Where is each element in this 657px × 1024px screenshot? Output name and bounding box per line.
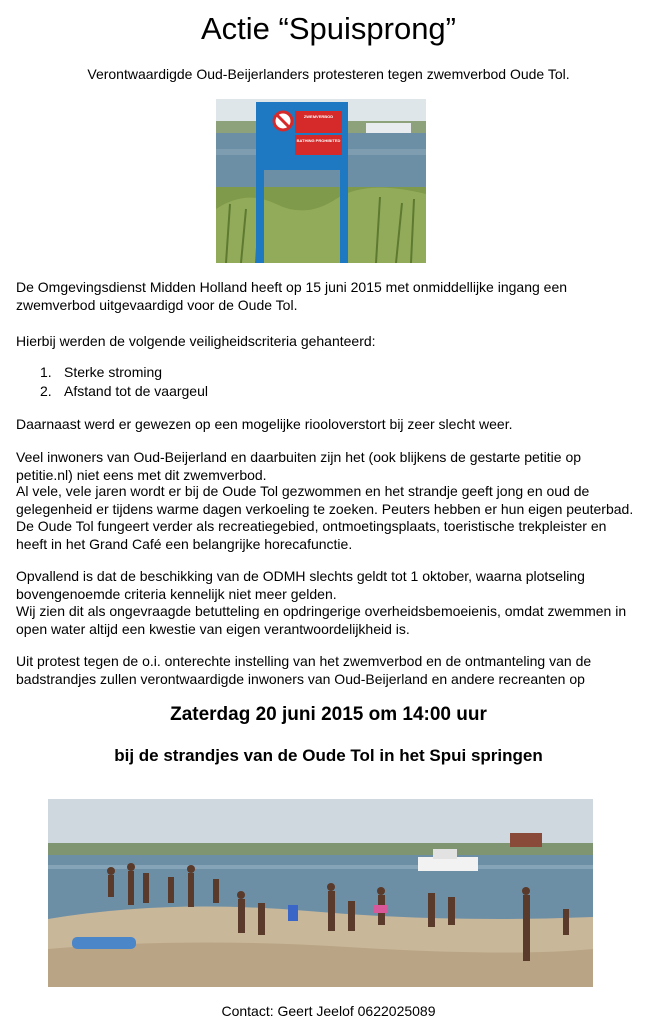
sign-text-2: BATHING PROHIBITED bbox=[296, 138, 341, 143]
paragraph-7: Wij zien dit als ongevraagde betutteling en opdringerige overheidsbemoeienis, omdat zwemmen in open water altijd een kwestie van eigen verantwoordelijkheid is. bbox=[16, 603, 627, 637]
list-item: 2. Afstand tot de vaargeul bbox=[40, 383, 208, 399]
page-subtitle: Verontwaardigde Oud-Beijerlanders protesteren tegen zwemverbod Oude Tol. bbox=[87, 66, 570, 82]
event-place: bij de strandjes van de Oude Tol in het Spui springen bbox=[114, 746, 543, 765]
event-date: Zaterdag 20 juni 2015 om 14:00 uur bbox=[170, 704, 487, 725]
paragraph-8: Uit protest tegen de o.i. onterechte instelling van het zwemverbod en de ontmanteling van de badstrandjes zullen verontwaardigde inwoners van Oud-Beijerland en andere recreanten op bbox=[16, 653, 592, 687]
sign-text-1: ZWEMVERBOD bbox=[303, 114, 334, 119]
paragraph-3: Daarnaast werd er gewezen op een mogelijke riooloverstort bij zeer slecht weer. bbox=[16, 416, 513, 432]
contact-line: Contact: Geert Jeelof 0622025089 bbox=[221, 1003, 436, 1019]
list-item: 1. Sterke stroming bbox=[40, 364, 163, 380]
paragraph-2: Hierbij werden de volgende veiligheidscriteria gehanteerd: bbox=[16, 333, 376, 349]
beach-photo bbox=[48, 799, 593, 987]
sign-photo bbox=[216, 99, 426, 263]
page-title: Actie “Spuisprong” bbox=[200, 11, 456, 46]
paragraph-6: Opvallend is dat de beschikking van de ODMH slechts geldt tot 1 oktober, waarna plotseling bovengenoemde criteria kennelijk niet meer gelden. bbox=[16, 568, 585, 602]
paragraph-4: Veel inwoners van Oud-Beijerland en daarbuiten zijn het (ook blijkens de gestarte petitie op petitie.nl) niet eens met dit zwemverbod. bbox=[16, 449, 582, 483]
paragraph-5: Al vele, vele jaren wordt er bij de Oude Tol gezwommen en het strandje geeft jong en oud de gelegenheid er tijdens warme dagen verkoeling te zoeken. Peuters hebben er hun eigen peuterbad. De Oude Tol fungeert verder als recreatiegebied, ontmoetingsplaats, toeristische trekpleister en heeft in het Grand Café een belangrijke horecafunctie. bbox=[16, 483, 634, 552]
criteria-list bbox=[40, 363, 620, 401]
paragraph-1: De Omgevingsdienst Midden Holland heeft op 15 juni 2015 met onmiddellijke ingang een zwemverbod uitgevaardigd voor de Oude Tol. bbox=[16, 279, 568, 313]
